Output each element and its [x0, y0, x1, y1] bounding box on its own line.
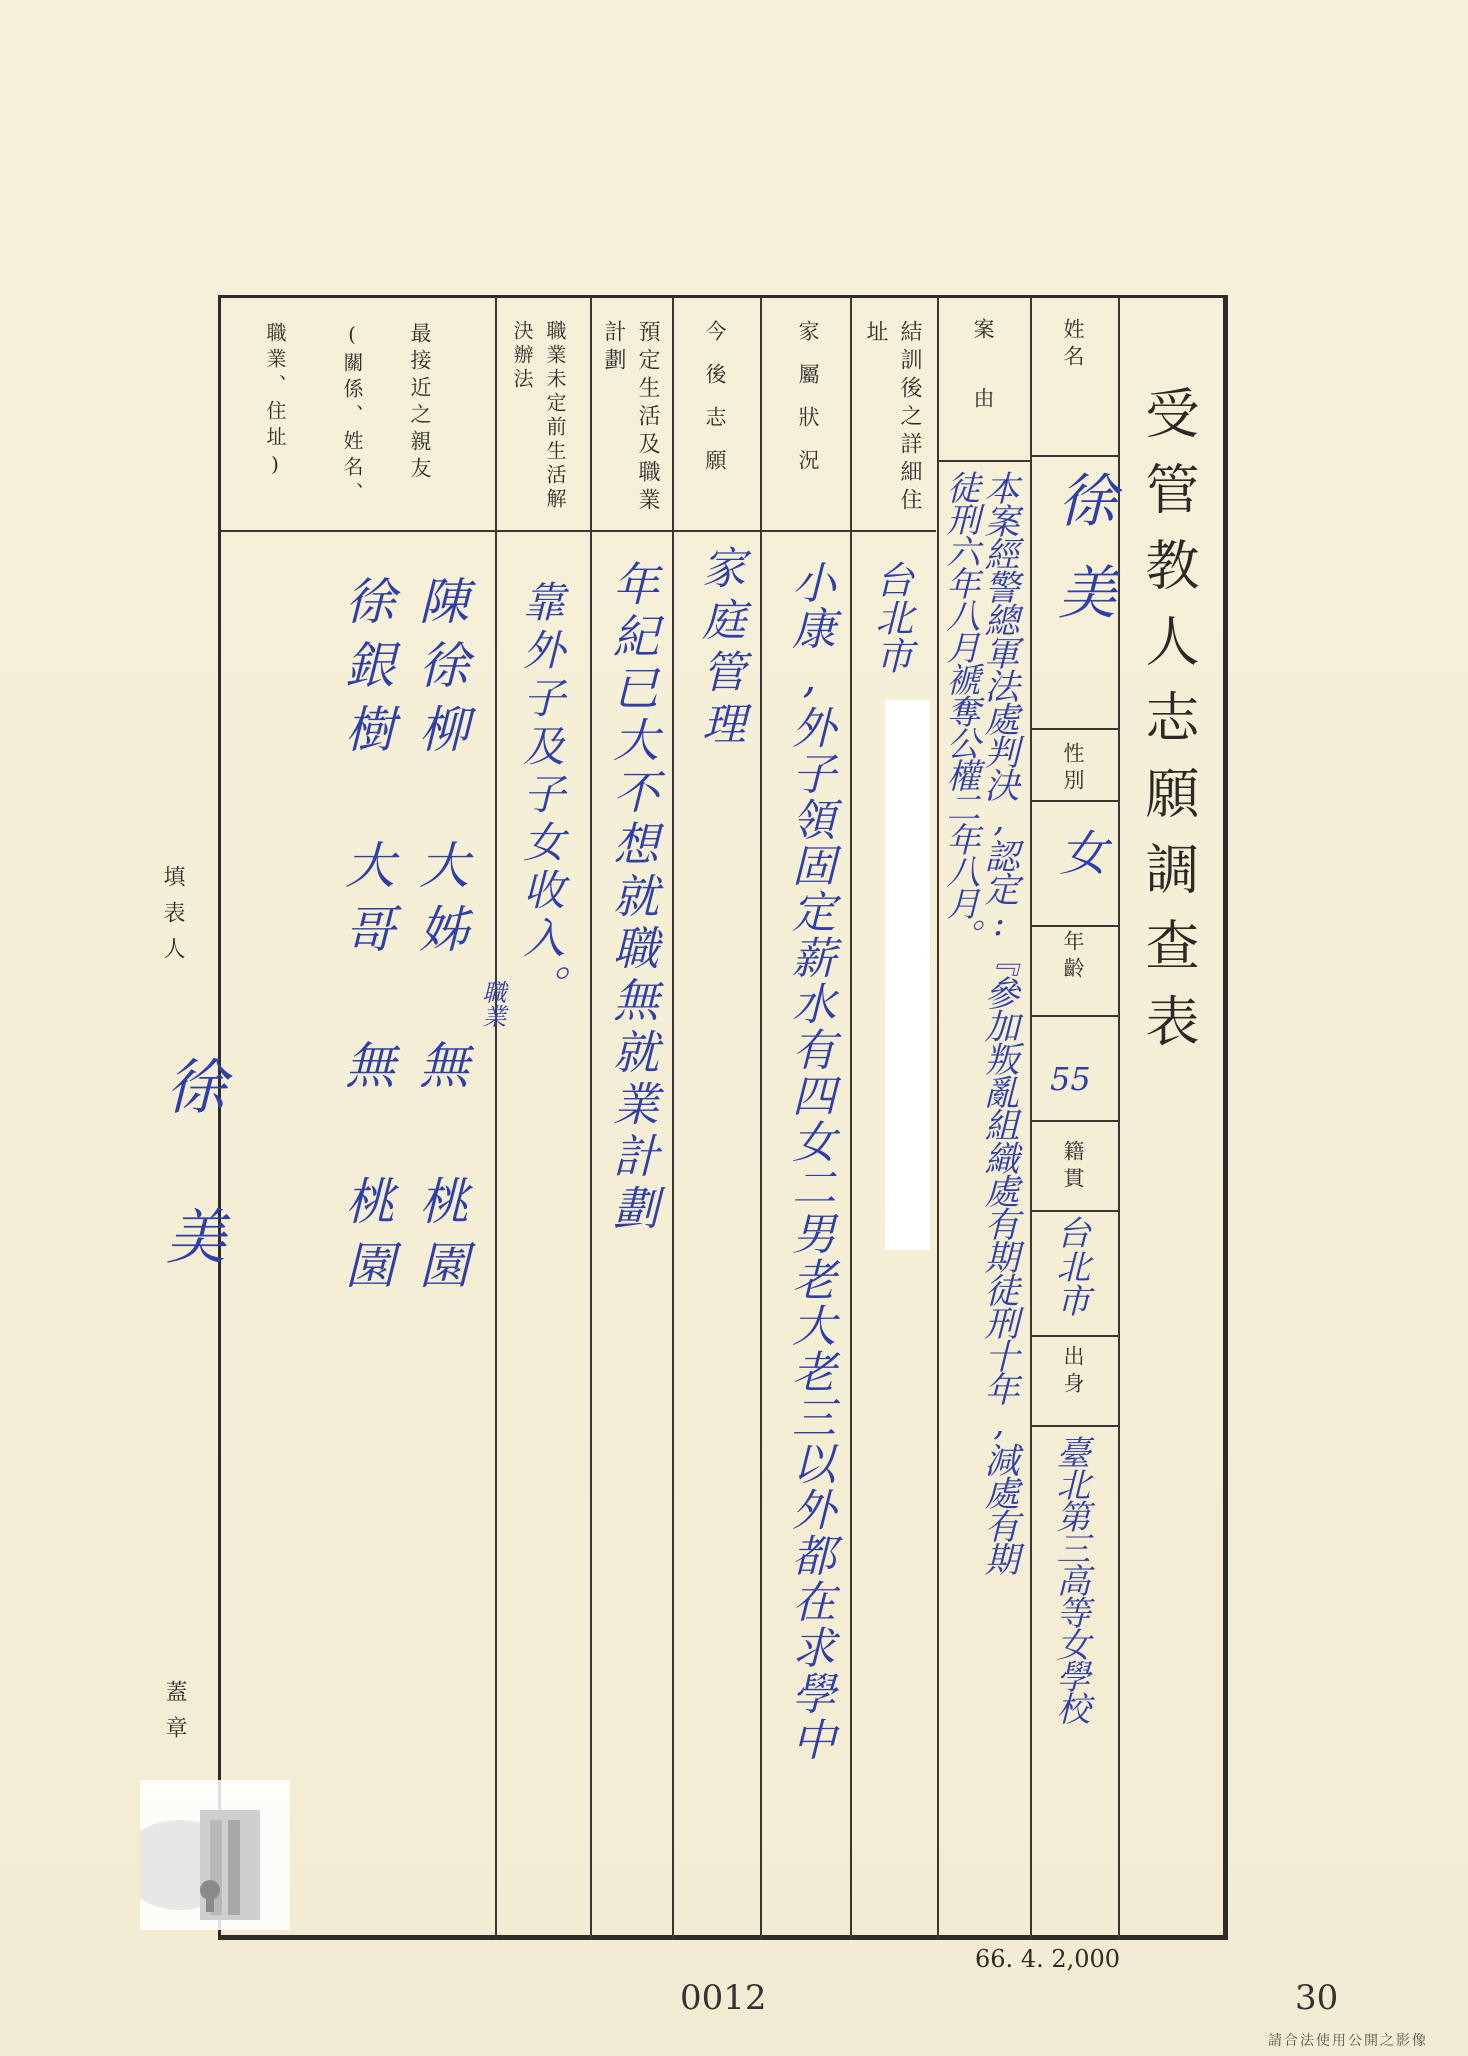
value-native-place: 台北市: [1050, 1215, 1090, 1317]
column-divider: [937, 297, 939, 1940]
label-address: 結訓後之詳細住址: [863, 320, 922, 516]
cell-divider: [1030, 455, 1118, 457]
redaction-box: [885, 700, 930, 1250]
column-divider: [672, 297, 674, 1940]
label-relatives-1: 最接近之親友: [408, 322, 432, 484]
value-name: 徐美: [1048, 470, 1116, 654]
cell-divider: [1030, 1425, 1118, 1427]
cell-divider: [1030, 800, 1118, 802]
label-native-place: 籍貫: [1061, 1140, 1085, 1194]
cell-divider: [1030, 1335, 1118, 1337]
value-relative-2: 徐銀樹 大哥 無 桃園: [337, 575, 395, 1303]
label-background: 出身: [1061, 1345, 1085, 1399]
value-age: 55: [1050, 1060, 1091, 1098]
value-relative-1-note: 職業: [478, 980, 506, 1028]
label-future-wish: 今後志願: [703, 320, 727, 492]
value-background: 臺北第三高等女學校: [1050, 1435, 1090, 1723]
value-case-line1: 本案經警總軍法處判決,認定:『參加叛亂組織處有期徒刑十年,減處有期: [979, 470, 1019, 1574]
value-case-line2: 徒刑六年八月褫奪公權二年八月。: [940, 470, 980, 950]
cell-divider: [937, 460, 1030, 462]
value-career-plan: 年紀已大不想就職無就業計劃: [606, 560, 660, 1236]
column-divider: [850, 297, 852, 1940]
value-relative-1: 陳徐柳 大姊 無 桃園: [411, 575, 469, 1303]
form-title: 受管教人志願調查表: [1137, 385, 1200, 1069]
label-livelihood: 職業未定前生活解決辦法: [510, 320, 567, 512]
label-gender: 性別: [1061, 742, 1085, 796]
print-code: 66. 4. 2,000: [975, 1945, 1121, 1973]
label-career-plan: 預定生活及職業計劃: [601, 320, 660, 516]
label-age: 年齡: [1061, 930, 1085, 984]
label-relatives-2: (關係、姓名、: [340, 322, 364, 508]
footer-notice: 請合法使用公開之影像: [1268, 2033, 1428, 2049]
cell-divider: [1030, 1210, 1118, 1212]
label-name: 姓名: [1061, 318, 1085, 372]
archive-number: 0012: [680, 1978, 767, 2018]
header-divider: [220, 530, 936, 532]
value-filler-name: 徐美: [156, 1055, 226, 1355]
label-filler: 填表人: [160, 865, 185, 973]
cell-divider: [1030, 925, 1118, 927]
value-livelihood: 靠外子及子女收入。: [517, 580, 566, 1012]
page-number: 30: [1295, 1978, 1339, 2018]
value-family-status: 小康,外子領固定薪水有四女二男老大老三以外都在求學中: [784, 560, 835, 1763]
value-future-wish: 家庭管理: [694, 545, 745, 753]
label-seal: 蓋章: [162, 1680, 187, 1752]
cell-divider: [1030, 1120, 1118, 1122]
column-divider: [495, 297, 497, 1940]
column-divider: [590, 297, 592, 1940]
label-case: 案由: [971, 318, 995, 456]
cell-divider: [1030, 728, 1118, 730]
value-address: 台北市: [869, 560, 913, 674]
archive-logo-icon: [140, 1780, 290, 1930]
label-relatives-3: 職業、住址): [263, 322, 287, 482]
label-family-status: 家屬狀況: [796, 320, 820, 492]
column-divider: [760, 297, 762, 1940]
value-gender: 女: [1051, 828, 1107, 876]
column-divider: [1030, 297, 1032, 1940]
cell-divider: [1030, 1015, 1118, 1017]
